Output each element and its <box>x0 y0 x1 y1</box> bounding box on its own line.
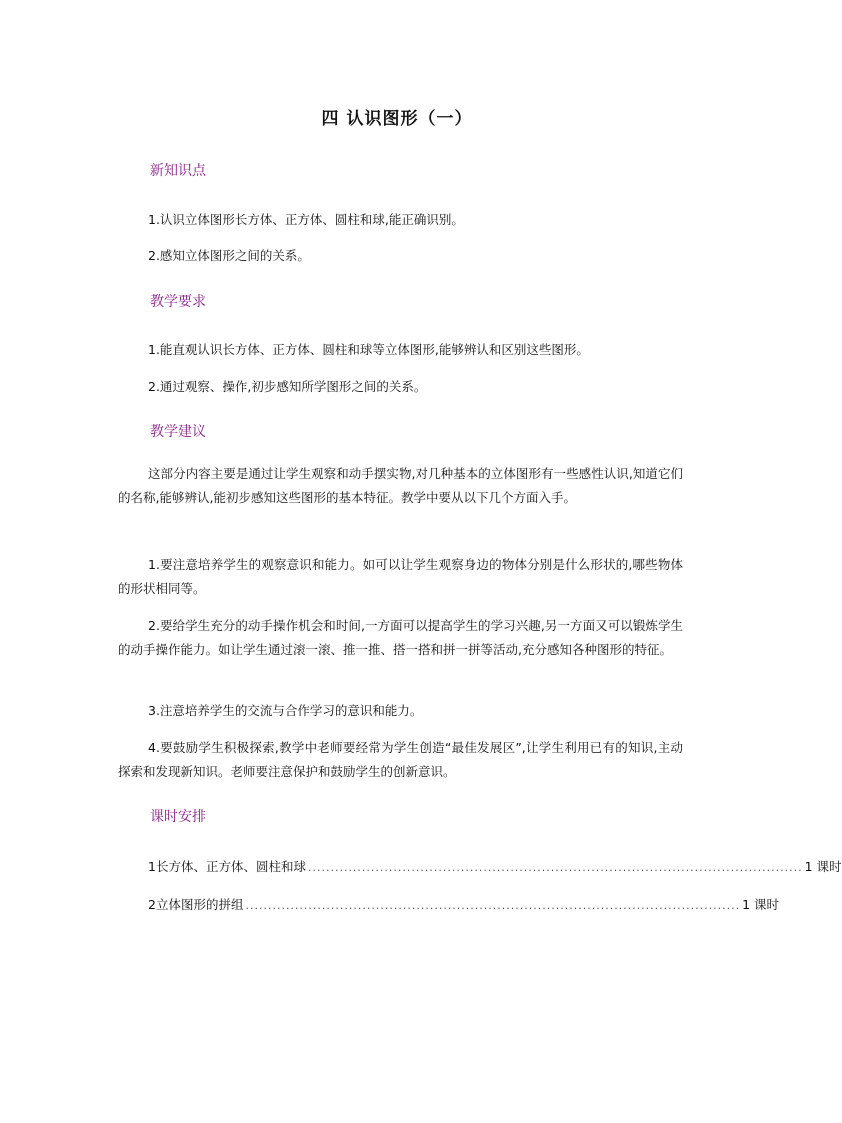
suggestion-item-1: 1.要注意培养学生的观察意识和能力。如可以让学生观察身边的物体分别是什么形状的,哪些物体的形状相同等。 <box>118 557 683 596</box>
schedule-row-hours: 1 课时 <box>742 897 780 912</box>
requirement-item-2: 2.通过观察、操作,初步感知所学图形之间的关系。 <box>148 379 427 394</box>
schedule-row-hours: 1 课时 <box>804 859 842 874</box>
suggestion-item-4: 4.要鼓励学生积极探索,教学中老师要经常为学生创造“最佳发展区”,让学生利用已有的知识,主动探索和发现新知识。老师要注意保护和鼓励学生的创新意识。 <box>118 740 683 779</box>
suggestion-item-2: 2.要给学生充分的动手操作机会和时间,一方面可以提高学生的学习兴趣,另一方面又可以锻炼学生的动手操作能力。如让学生通过滚一滚、推一推、搭一搭和拼一拼等活动,充分感知各种图形的特征。 <box>118 618 683 657</box>
knowledge-item-1: 1.认识立体图形长方体、正方体、圆柱和球,能正确识别。 <box>148 212 464 227</box>
schedule-row-name: 长方体、正方体、圆柱和球 <box>155 859 306 874</box>
schedule-row-number: 1 <box>148 859 156 874</box>
schedule-row-name: 立体图形的拼组 <box>155 897 244 912</box>
schedule-row <box>148 895 780 913</box>
heading-requirements: 教学要求 <box>150 294 206 310</box>
leader-dots: .............................................................................................................. <box>245 899 741 912</box>
heading-suggestions: 教学建议 <box>150 424 206 440</box>
suggestion-intro: 这部分内容主要是通过让学生观察和动手摆实物,对几种基本的立体图形有一些感性认识,知道它们的名称,能够辨认,能初步感知这些图形的基本特征。教学中要从以下几个方面入手。 <box>118 466 683 505</box>
page-title: 四 认识图形（一） <box>321 109 473 129</box>
heading-knowledge: 新知识点 <box>150 163 206 179</box>
leader-dots: .............................................................................................................. <box>307 861 803 874</box>
requirement-item-1: 1.能直观认识长方体、正方体、圆柱和球等立体图形,能够辨认和区别这些图形。 <box>148 342 589 357</box>
heading-schedule: 课时安排 <box>150 809 206 825</box>
schedule-row <box>148 857 842 875</box>
suggestion-item-3: 3.注意培养学生的交流与合作学习的意识和能力。 <box>148 703 423 718</box>
knowledge-item-2: 2.感知立体图形之间的关系。 <box>148 248 310 263</box>
schedule-row-number: 2 <box>148 897 156 912</box>
